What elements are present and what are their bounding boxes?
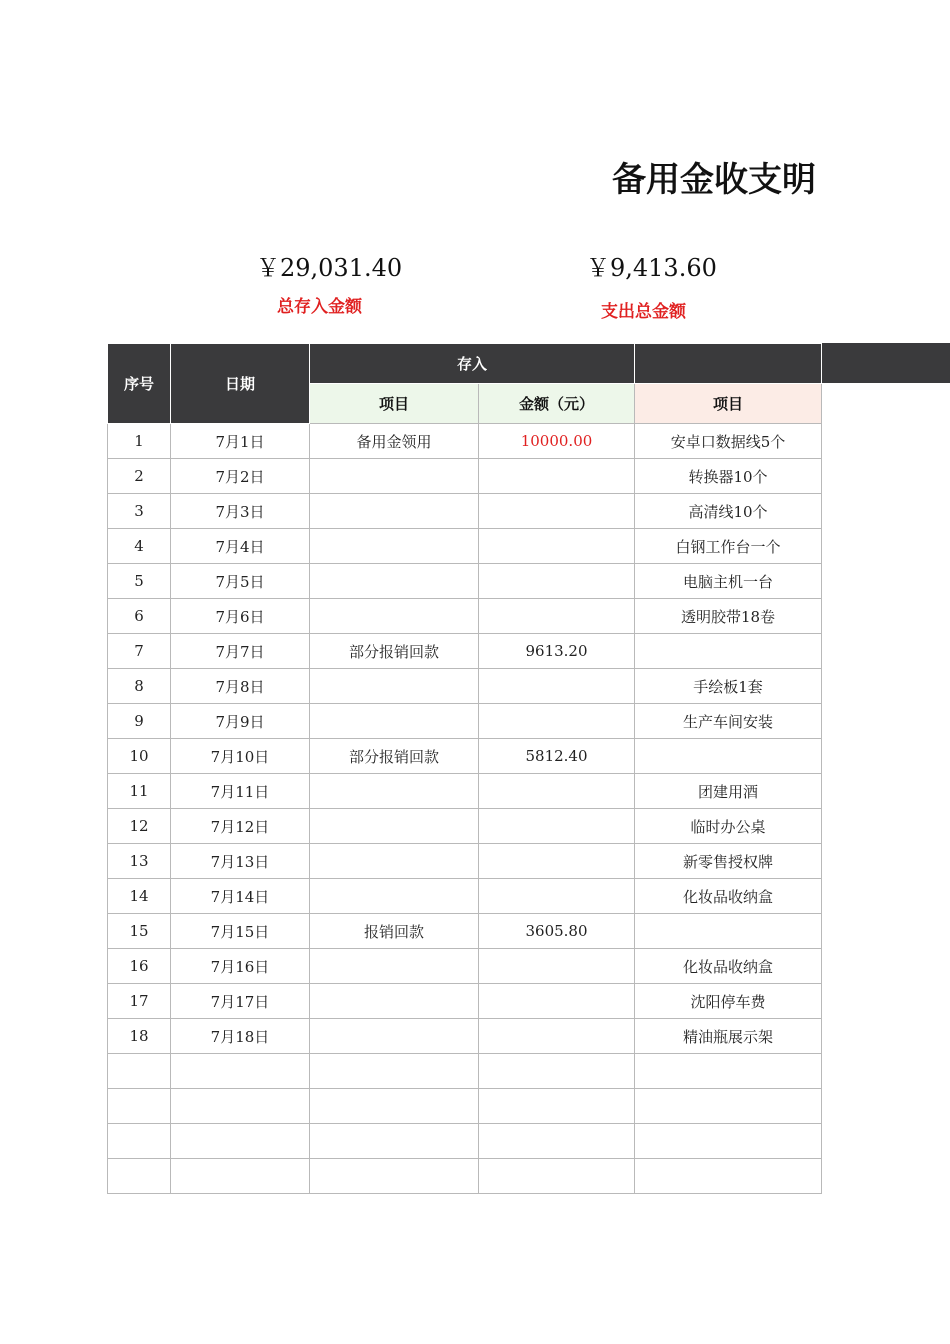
cell-seq[interactable] <box>108 1159 171 1194</box>
table-row <box>108 1089 822 1124</box>
cell-date[interactable]: 7月6日 <box>171 599 310 634</box>
cell-deposit-amount[interactable]: 5812.40 <box>479 739 635 774</box>
cell-deposit-amount[interactable] <box>479 1124 635 1159</box>
ledger-body <box>108 424 822 1194</box>
cell-seq[interactable]: 15 <box>108 914 171 949</box>
cell-seq[interactable]: 5 <box>108 564 171 599</box>
cell-seq[interactable]: 17 <box>108 984 171 1019</box>
table-row <box>108 1124 822 1159</box>
cell-expense-item[interactable]: 化妆品收纳盒 <box>635 879 822 914</box>
cell-date[interactable]: 7月2日 <box>171 459 310 494</box>
cell-deposit-item[interactable] <box>310 529 479 564</box>
cell-expense-item[interactable]: 高清线10个 <box>635 494 822 529</box>
cell-deposit-amount[interactable] <box>479 1089 635 1124</box>
header-deposit-item: 项目 <box>310 384 479 424</box>
cell-deposit-item[interactable] <box>310 1089 479 1124</box>
deposit-total-label: 总存入金额 <box>277 297 362 317</box>
cell-seq[interactable]: 16 <box>108 949 171 984</box>
cell-date[interactable]: 7月7日 <box>171 634 310 669</box>
cell-deposit-amount[interactable] <box>479 494 635 529</box>
cell-deposit-amount[interactable] <box>479 774 635 809</box>
cell-deposit-amount[interactable]: 3605.80 <box>479 914 635 949</box>
cell-seq[interactable]: 1 <box>108 424 171 459</box>
cell-deposit-amount[interactable] <box>479 949 635 984</box>
page-title: 备用金收支明 <box>612 160 816 200</box>
cell-deposit-item[interactable]: 备用金领用 <box>310 424 479 459</box>
cell-date[interactable]: 7月16日 <box>171 949 310 984</box>
cell-date[interactable]: 7月18日 <box>171 1019 310 1054</box>
table-row <box>108 879 822 914</box>
cell-deposit-item[interactable]: 部分报销回款 <box>310 634 479 669</box>
cell-seq[interactable]: 6 <box>108 599 171 634</box>
ledger-table <box>107 343 822 1194</box>
cell-expense-item[interactable] <box>635 914 822 949</box>
cell-date[interactable] <box>171 1054 310 1089</box>
header-date: 日期 <box>171 344 310 424</box>
table-row <box>108 984 822 1019</box>
cell-date[interactable] <box>171 1159 310 1194</box>
table-row <box>108 424 822 459</box>
cell-expense-item[interactable]: 安卓口数据线5个 <box>635 424 822 459</box>
table-row <box>108 529 822 564</box>
cell-expense-item[interactable]: 电脑主机一台 <box>635 564 822 599</box>
table-row <box>108 704 822 739</box>
cell-deposit-item[interactable] <box>310 809 479 844</box>
cell-deposit-amount[interactable] <box>479 1054 635 1089</box>
cell-expense-item[interactable] <box>635 1054 822 1089</box>
cell-deposit-item[interactable] <box>310 564 479 599</box>
cell-deposit-item[interactable] <box>310 1124 479 1159</box>
expense-total-label: 支出总金额 <box>601 302 686 322</box>
cell-date[interactable]: 7月4日 <box>171 529 310 564</box>
cell-expense-item[interactable]: 新零售授权牌 <box>635 844 822 879</box>
cell-deposit-item[interactable] <box>310 984 479 1019</box>
cell-date[interactable]: 7月17日 <box>171 984 310 1019</box>
cell-deposit-item[interactable] <box>310 879 479 914</box>
cell-deposit-amount[interactable] <box>479 669 635 704</box>
cell-deposit-amount[interactable] <box>479 879 635 914</box>
cell-seq[interactable]: 11 <box>108 774 171 809</box>
cell-deposit-item[interactable] <box>310 459 479 494</box>
cell-seq[interactable]: 14 <box>108 879 171 914</box>
table-row <box>108 949 822 984</box>
cell-deposit-amount[interactable] <box>479 809 635 844</box>
cell-date[interactable] <box>171 1089 310 1124</box>
cell-deposit-amount[interactable] <box>479 704 635 739</box>
cell-expense-item[interactable]: 团建用酒 <box>635 774 822 809</box>
cell-deposit-amount[interactable] <box>479 599 635 634</box>
table-row <box>108 774 822 809</box>
cell-seq[interactable]: 2 <box>108 459 171 494</box>
table-row <box>108 739 822 774</box>
cell-deposit-item[interactable] <box>310 704 479 739</box>
cell-deposit-amount[interactable] <box>479 529 635 564</box>
cell-expense-item[interactable] <box>635 634 822 669</box>
cell-seq[interactable]: 4 <box>108 529 171 564</box>
cell-expense-item[interactable]: 精油瓶展示架 <box>635 1019 822 1054</box>
cell-deposit-item[interactable] <box>310 1019 479 1054</box>
cell-seq[interactable]: 9 <box>108 704 171 739</box>
cell-expense-item[interactable] <box>635 1124 822 1159</box>
cell-expense-item[interactable]: 白钢工作台一个 <box>635 529 822 564</box>
cell-deposit-item[interactable]: 部分报销回款 <box>310 739 479 774</box>
cell-seq[interactable] <box>108 1089 171 1124</box>
cell-date[interactable]: 7月15日 <box>171 914 310 949</box>
deposit-total-value: ￥29,031.40 <box>256 254 403 282</box>
table-row <box>108 494 822 529</box>
table-row <box>108 669 822 704</box>
cell-date[interactable]: 7月9日 <box>171 704 310 739</box>
cell-expense-item[interactable]: 临时办公桌 <box>635 809 822 844</box>
expense-group-header-fill <box>820 343 950 383</box>
table-row <box>108 459 822 494</box>
cell-expense-item[interactable] <box>635 739 822 774</box>
table-row <box>108 1159 822 1194</box>
cell-deposit-item[interactable] <box>310 1159 479 1194</box>
cell-deposit-item[interactable] <box>310 844 479 879</box>
cell-date[interactable]: 7月3日 <box>171 494 310 529</box>
table-row <box>108 1054 822 1089</box>
cell-date[interactable]: 7月8日 <box>171 669 310 704</box>
header-deposit-amount: 金额（元） <box>479 384 635 424</box>
table-row <box>108 634 822 669</box>
cell-expense-item[interactable] <box>635 1089 822 1124</box>
cell-deposit-amount[interactable] <box>479 984 635 1019</box>
cell-seq[interactable]: 18 <box>108 1019 171 1054</box>
header-expense-group <box>635 344 822 384</box>
cell-deposit-item[interactable] <box>310 494 479 529</box>
table-row <box>108 599 822 634</box>
header-deposit-group: 存入 <box>310 344 635 384</box>
cell-seq[interactable] <box>108 1124 171 1159</box>
cell-seq[interactable]: 13 <box>108 844 171 879</box>
table-row <box>108 914 822 949</box>
cell-deposit-item[interactable]: 报销回款 <box>310 914 479 949</box>
cell-expense-item[interactable]: 透明胶带18卷 <box>635 599 822 634</box>
cell-date[interactable]: 7月14日 <box>171 879 310 914</box>
cell-deposit-item[interactable] <box>310 774 479 809</box>
cell-deposit-amount[interactable] <box>479 844 635 879</box>
cell-deposit-item[interactable] <box>310 599 479 634</box>
cell-deposit-amount[interactable]: 10000.00 <box>479 424 635 459</box>
cell-seq[interactable]: 10 <box>108 739 171 774</box>
cell-date[interactable]: 7月13日 <box>171 844 310 879</box>
cell-seq[interactable]: 7 <box>108 634 171 669</box>
cell-date[interactable]: 7月5日 <box>171 564 310 599</box>
header-seq: 序号 <box>108 344 171 424</box>
cell-seq[interactable] <box>108 1054 171 1089</box>
cell-date[interactable]: 7月12日 <box>171 809 310 844</box>
cell-date[interactable]: 7月10日 <box>171 739 310 774</box>
cell-date[interactable]: 7月11日 <box>171 774 310 809</box>
cell-expense-item[interactable]: 化妆品收纳盒 <box>635 949 822 984</box>
cell-seq[interactable]: 8 <box>108 669 171 704</box>
cell-expense-item[interactable]: 沈阳停车费 <box>635 984 822 1019</box>
cell-expense-item[interactable]: 转换器10个 <box>635 459 822 494</box>
cell-expense-item[interactable] <box>635 1159 822 1194</box>
cell-deposit-amount[interactable] <box>479 564 635 599</box>
cell-seq[interactable]: 3 <box>108 494 171 529</box>
table-row <box>108 809 822 844</box>
table-row <box>108 1019 822 1054</box>
cell-deposit-amount[interactable] <box>479 459 635 494</box>
cell-deposit-item[interactable] <box>310 1054 479 1089</box>
table-row <box>108 564 822 599</box>
header-expense-item: 项目 <box>635 384 822 424</box>
cell-deposit-amount[interactable] <box>479 1019 635 1054</box>
cell-seq[interactable]: 12 <box>108 809 171 844</box>
cell-date[interactable] <box>171 1124 310 1159</box>
cell-deposit-amount[interactable]: 9613.20 <box>479 634 635 669</box>
table-row <box>108 844 822 879</box>
cell-expense-item[interactable]: 生产车间安装 <box>635 704 822 739</box>
cell-deposit-item[interactable] <box>310 949 479 984</box>
expense-total-value: ￥9,413.60 <box>586 254 717 282</box>
cell-date[interactable]: 7月1日 <box>171 424 310 459</box>
cell-deposit-amount[interactable] <box>479 1159 635 1194</box>
cell-expense-item[interactable]: 手绘板1套 <box>635 669 822 704</box>
cell-deposit-item[interactable] <box>310 669 479 704</box>
